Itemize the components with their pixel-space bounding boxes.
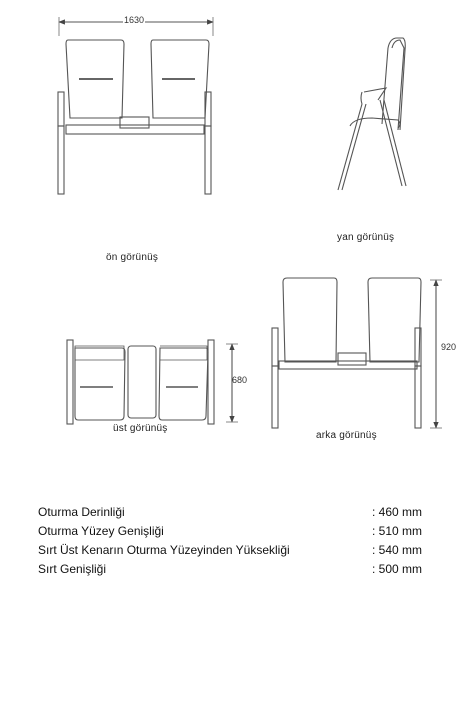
spec-table	[38, 503, 428, 579]
spec-row	[38, 560, 428, 579]
spec-row	[38, 522, 428, 541]
spec-label: Sırt Genişliği	[38, 562, 107, 576]
spec-value: : 460 mm	[372, 505, 423, 519]
side-view-label: yan görünüş	[337, 232, 395, 243]
spec-row	[38, 541, 428, 560]
spec-label: Sırt Üst Kenarın Oturma Yüzeyinden Yüksekliği	[38, 543, 290, 557]
top-view-label: üst görünüş	[113, 423, 168, 434]
spec-label: Oturma Derinliği	[38, 505, 125, 519]
spec-value: : 540 mm	[372, 543, 423, 557]
side-view-drawing	[338, 38, 406, 190]
back-view-label: arka görünüş	[316, 430, 377, 441]
top-view-drawing	[67, 340, 238, 424]
spec-row	[38, 503, 428, 522]
front-view-drawing	[58, 17, 213, 194]
spec-label: Oturma Yüzey Genişliği	[38, 524, 164, 538]
dimension-top-depth-label: 680	[232, 375, 248, 385]
spec-value: : 500 mm	[372, 562, 423, 576]
dimension-back-height-label: 920	[441, 342, 457, 352]
dimension-width-label: 1630	[124, 15, 145, 25]
front-view-label: ön görünüş	[106, 252, 159, 263]
spec-value: : 510 mm	[372, 524, 423, 538]
back-view-drawing	[272, 278, 442, 428]
